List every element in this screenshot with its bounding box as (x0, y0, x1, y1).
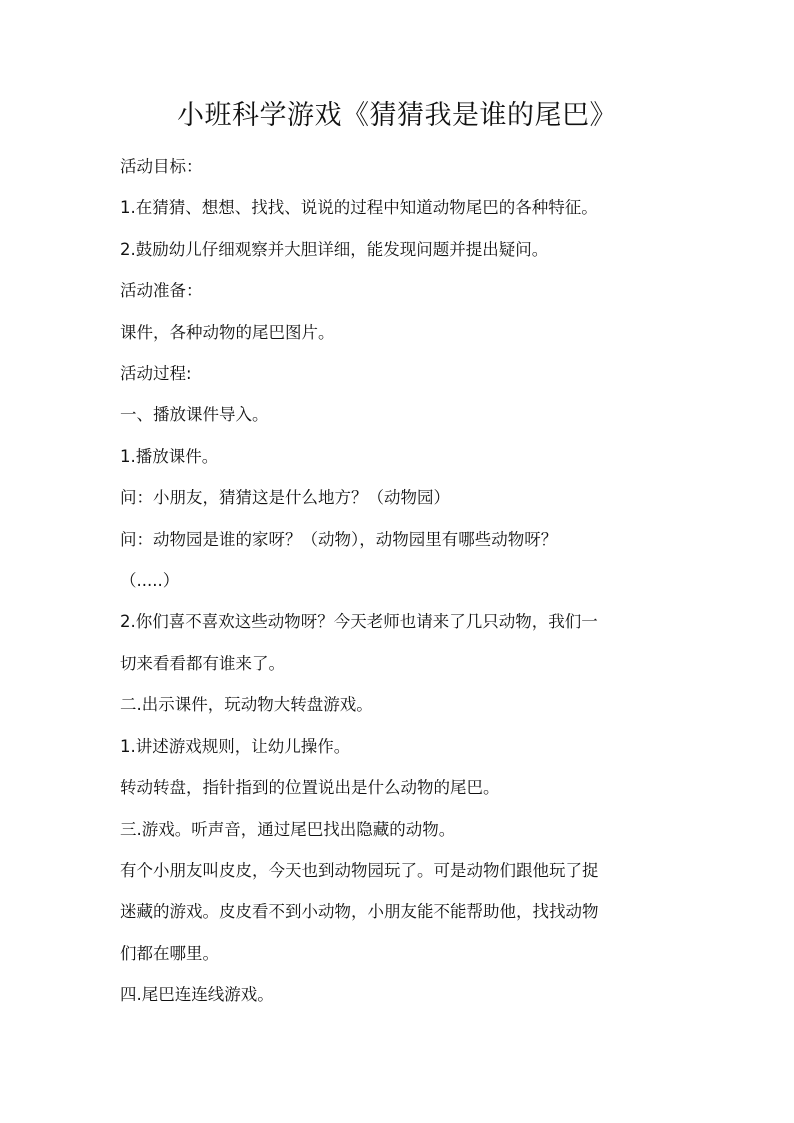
section-heading-preparation: 活动准备： (120, 281, 203, 301)
step-heading-4: 四.尾巴连连线游戏。 (120, 985, 274, 1005)
step-heading-3: 三.游戏。听声音，通过尾巴找出隐藏的动物。 (120, 819, 456, 839)
story-line: 迷藏的游戏。皮皮看不到小动物，小朋友能不能帮助他，找找动物 (120, 902, 599, 922)
step-1-item-2-continued: 切来看看都有谁来了。 (120, 653, 285, 673)
preparation-text: 课件，各种动物的尾巴图片。 (120, 322, 335, 342)
section-heading-process: 活动过程: (120, 364, 192, 384)
document-title: 小班科学游戏《猜猜我是谁的尾巴》 (177, 100, 617, 131)
goal-item-1: 1.在猜猜、想想、找找、说说的过程中知道动物尾巴的各种特征。 (120, 198, 598, 218)
section-heading-goals: 活动目标： (120, 157, 203, 176)
step-heading-2: 二.出示课件，玩动物大转盘游戏。 (120, 695, 373, 715)
document-body (120, 146, 668, 1016)
goal-item-2: 2.鼓励幼儿仔细观察并大胆详细，能发现问题并提出疑问。 (120, 239, 549, 259)
step-1-item-1: 1.播放课件。 (120, 446, 219, 466)
answer-line: （.....） (120, 571, 180, 591)
step-2-instruction: 转动转盘，指针指到的位置说出是什么动物的尾巴。 (120, 778, 500, 798)
step-2-item-1: 1.讲述游戏规则，让幼儿操作。 (120, 736, 351, 756)
story-line: 们都在哪里。 (120, 943, 219, 963)
step-1-item-2: 2.你们喜不喜欢这些动物呀？今天老师也请来了几只动物，我们一 (120, 612, 598, 632)
story-line: 有个小朋友叫皮皮，今天也到动物园玩了。可是动物们跟他玩了捉 (120, 860, 599, 880)
question-line: 问：小朋友，猜猜这是什么地方？（动物园） (120, 488, 450, 508)
step-heading-1: 一、播放课件导入。 (120, 405, 269, 425)
question-line: 问：动物园是谁的家呀？（动物），动物园里有哪些动物呀？ (120, 529, 558, 549)
